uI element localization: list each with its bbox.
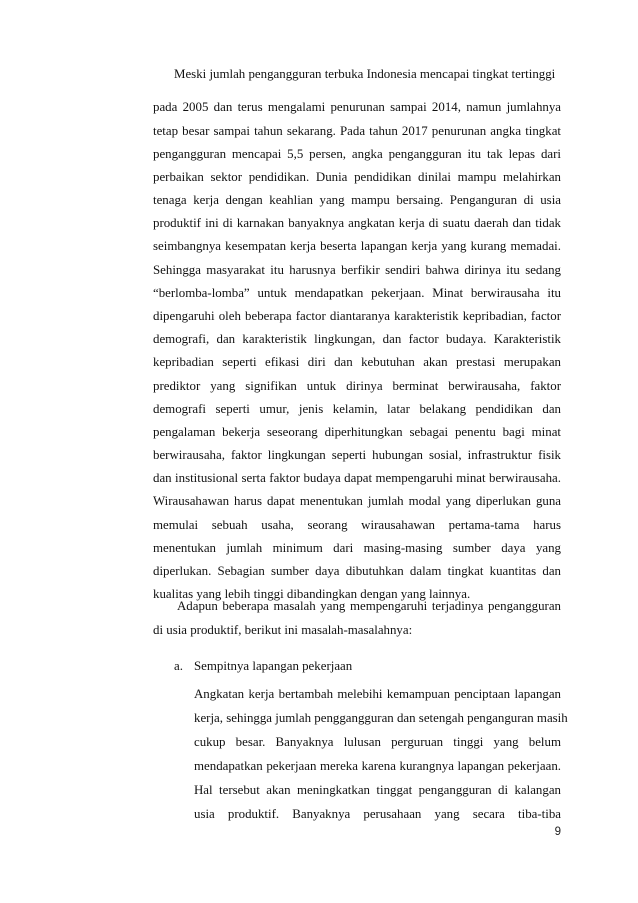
list-item-line: usia produktif. Banyaknya perusahaan yang secara tiba-tiba <box>194 807 561 821</box>
list-item-line: mendapatkan pekerjaan mereka karena kurangnya lapangan pekerjaan. <box>194 759 561 773</box>
paragraph-line: dan institusional serta faktor budaya dapat mempengaruhi minat berwirausaha. <box>153 471 561 485</box>
paragraph-line: kepribadian seperti efikasi diri dan kebutuhan akan prestasi merupakan <box>153 355 561 369</box>
paragraph-line: prediktor yang signifikan untuk dirinya berminat berwirausaha, faktor <box>153 379 561 393</box>
paragraph-line: pengalaman bekerja seseorang diperhitungkan sebagai penentu bagi minat <box>153 425 561 439</box>
paragraph-line: diperlukan. Sebagian sumber daya dibutuhkan dalam tingkat kuantitas dan <box>153 564 561 578</box>
paragraph-line: memulai sebuah usaha, seorang wirausahawan pertama-tama harus <box>153 518 561 532</box>
paragraph-line: dipengaruhi oleh beberapa factor diantaranya karakteristik kepribadian, factor <box>153 309 561 323</box>
paragraph-line: demografi seperti umur, jenis kelamin, latar belakang pendidikan dan <box>153 402 561 416</box>
paragraph-line: tetap besar sampai tahun sekarang. Pada tahun 2017 penurunan angka tingkat <box>153 124 561 138</box>
paragraph-line: Meski jumlah pengangguran terbuka Indonesia mencapai tingkat tertinggi <box>174 67 556 81</box>
paragraph-line: “berlomba-lomba” untuk mendapatkan pekerjaan. Minat berwirausaha itu <box>153 286 561 300</box>
paragraph-line: Sehingga masyarakat itu harusnya berfikir sendiri bahwa dirinya itu sedang <box>153 263 561 277</box>
paragraph-line: tenaga kerja dengan keahlian yang mampu bersaing. Penganguran di usia <box>153 193 561 207</box>
list-item-line: kerja, sehingga jumlah penggangguran dan setengah penganguran masih <box>194 711 568 725</box>
paragraph-line: Adapun beberapa masalah yang mempengaruhi terjadinya pengangguran <box>177 599 561 613</box>
list-item-line: cukup besar. Banyaknya lulusan perguruan tinggi yang belum <box>194 735 561 749</box>
paragraph-line: Wirausahawan harus dapat menentukan jumlah modal yang diperlukan guna <box>153 494 561 508</box>
paragraph-line: pengangguran mencapai 5,5 persen, angka pengangguran itu tak lepas dari <box>153 147 561 161</box>
list-item-line: Angkatan kerja bertambah melebihi kemampuan penciptaan lapangan <box>194 687 561 701</box>
paragraph-line: menentukan jumlah minimum dari masing-masing sumber daya yang <box>153 541 561 555</box>
list-marker: a. <box>174 659 183 673</box>
page-number: 9 <box>554 826 561 838</box>
paragraph-line: produktif ini di karnakan banyaknya angkatan kerja di suatu daerah dan tidak <box>153 216 561 230</box>
paragraph-line: demografi, dan karakteristik lingkungan, dan factor budaya. Karakteristik <box>153 332 561 346</box>
list-item-line: Hal tersebut akan meningkatkan tinggat pengangguran di kalangan <box>194 783 561 797</box>
paragraph-line: pada 2005 dan terus mengalami penurunan sampai 2014, namun jumlahnya <box>153 100 561 114</box>
paragraph-line: seimbangnya kesempatan kerja beserta lapangan kerja yang kurang memadai. <box>153 239 561 253</box>
paragraph-line: kualitas yang lebih tinggi dibandingkan dengan yang lainnya. <box>153 587 471 601</box>
paragraph-line: berwirausaha, faktor lingkungan seperti hubungan sosial, infrastruktur fisik <box>153 448 561 462</box>
paragraph-line: di usia produktif, berikut ini masalah-masalahnya: <box>153 623 413 637</box>
list-item-heading: Sempitnya lapangan pekerjaan <box>194 659 353 673</box>
paragraph-line: perbaikan sektor pendidikan. Dunia pendidikan dinilai mampu melahirkan <box>153 170 561 184</box>
